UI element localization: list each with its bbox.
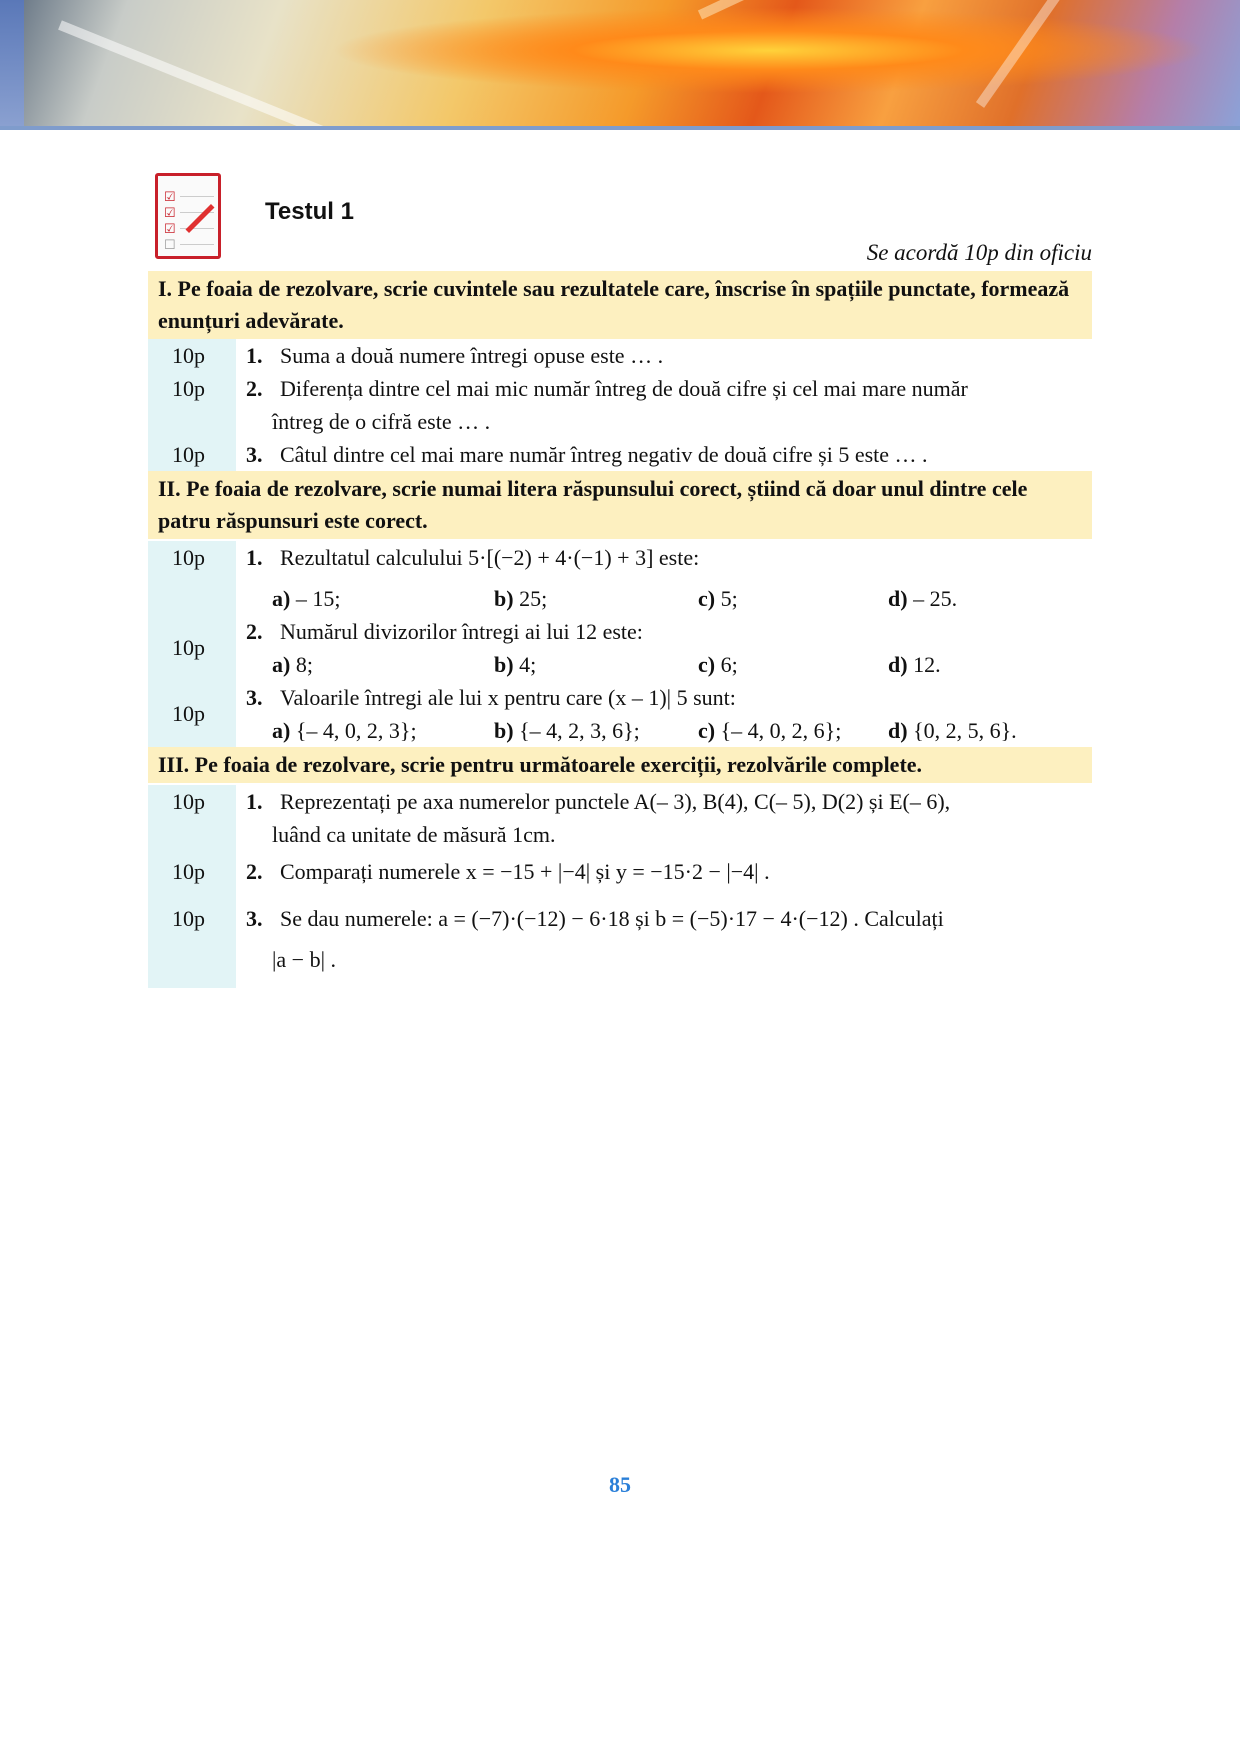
- question-row: [148, 855, 1092, 888]
- answer-option[interactable]: [698, 582, 888, 615]
- answer-option[interactable]: [272, 648, 494, 681]
- question-text: Numărul divizorilor întregi ai lui 12 este:: [280, 619, 643, 644]
- option-value: {0, 2, 5, 6}.: [913, 718, 1017, 743]
- option-value: 4;: [519, 652, 537, 677]
- option-letter: d): [888, 586, 908, 611]
- option-letter: a): [272, 652, 291, 677]
- option-value: 25;: [519, 586, 548, 611]
- question-number: 1.: [246, 789, 263, 814]
- question-row: [148, 681, 1092, 726]
- points: 10p: [172, 442, 205, 467]
- page-number: 85: [609, 1472, 631, 1497]
- option-letter: b): [494, 586, 514, 611]
- points: 10p: [172, 376, 205, 401]
- question-number: 1.: [246, 545, 263, 570]
- option-value: – 25.: [913, 586, 958, 611]
- option-value: – 15;: [295, 586, 341, 611]
- option-letter: a): [272, 718, 291, 743]
- option-letter: d): [888, 652, 908, 677]
- question-text: Comparați numerele x = −15 + |−4| și y = −15·2 − |−4| .: [280, 859, 770, 884]
- banner-left-strip: [0, 0, 24, 126]
- option-value: {– 4, 2, 3, 6};: [519, 718, 640, 743]
- question-text: Reprezentați pe axa numerelor punctele A(– 3), B(4), C(– 5), D(2) și E(– 6),: [280, 789, 951, 814]
- option-value: {– 4, 0, 2, 3};: [295, 718, 417, 743]
- question-row: [148, 372, 1092, 405]
- option-letter: c): [698, 652, 716, 677]
- question-row: [148, 785, 1092, 818]
- answer-option[interactable]: [272, 714, 494, 747]
- question-number: 2.: [246, 619, 263, 644]
- question-row: [148, 902, 1092, 935]
- question-row: [148, 339, 1092, 372]
- answer-option[interactable]: [888, 714, 1048, 747]
- answer-option[interactable]: [494, 582, 698, 615]
- points: 10p: [172, 906, 205, 931]
- answer-option[interactable]: [888, 648, 1048, 681]
- test-content: [148, 271, 1092, 988]
- option-letter: b): [494, 652, 514, 677]
- points: 10p: [172, 343, 205, 368]
- option-letter: c): [698, 586, 716, 611]
- option-value: 6;: [720, 652, 738, 677]
- question-row: [148, 615, 1092, 660]
- option-letter: b): [494, 718, 514, 743]
- points: 10p: [172, 859, 205, 884]
- question-number: 3.: [246, 442, 263, 467]
- question-text: Se dau numerele: a = (−7)·(−12) − 6·18 și b = (−5)·17 − 4·(−12) . Calculați: [280, 906, 944, 931]
- answer-option[interactable]: [698, 714, 888, 747]
- checklist-clipboard-icon: ☑ ☑ ☑ ☐: [155, 173, 221, 259]
- section-iii-header: III. Pe foaia de rezolvare, scrie pentru următoarele exerciții, rezolvările complete.: [148, 747, 1092, 783]
- answer-option[interactable]: [494, 714, 698, 747]
- points: 10p: [172, 635, 205, 660]
- question-text-cont: |a − b| .: [272, 947, 336, 972]
- test-title: Testul 1: [265, 198, 354, 225]
- header-banner-image: [0, 0, 1240, 126]
- question-number: 3.: [246, 906, 263, 931]
- answer-option[interactable]: [494, 648, 698, 681]
- question-text-cont: luând ca unitate de măsură 1cm.: [272, 822, 556, 847]
- section-ii: [148, 541, 1092, 747]
- option-value: {– 4, 0, 2, 6};: [720, 718, 842, 743]
- answer-options: [148, 582, 1092, 615]
- section-ii-header: II. Pe foaia de rezolvare, scrie numai litera răspunsului corect, știind că doar unul dintre cele patru răspunsuri este corect.: [148, 471, 1092, 539]
- section-i: [148, 339, 1092, 471]
- question-number: 1.: [246, 343, 263, 368]
- question-text: Diferența dintre cel mai mic număr întreg de două cifre și cel mai mare număr: [280, 376, 968, 401]
- question-number: 2.: [246, 376, 263, 401]
- bonus-points-note: Se acordă 10p din oficiu: [866, 240, 1092, 265]
- question-text: Rezultatul calculului 5·[(−2) + 4·(−1) + 3] este:: [280, 545, 700, 570]
- question-row: [148, 438, 1092, 471]
- banner-divider: [0, 126, 1240, 130]
- option-letter: d): [888, 718, 908, 743]
- question-text: Suma a două numere întregi opuse este … .: [280, 343, 664, 368]
- points: 10p: [172, 701, 205, 726]
- answer-option[interactable]: [272, 582, 494, 615]
- question-text-cont: întreg de o cifră este … .: [272, 409, 491, 434]
- answer-options: [148, 648, 1092, 681]
- option-letter: c): [698, 718, 716, 743]
- question-text: Câtul dintre cel mai mare număr întreg negativ de două cifre și 5 este … .: [280, 442, 928, 467]
- points: 10p: [172, 789, 205, 814]
- option-letter: a): [272, 586, 291, 611]
- question-number: 2.: [246, 859, 263, 884]
- option-value: 5;: [720, 586, 738, 611]
- answer-option[interactable]: [698, 648, 888, 681]
- points: 10p: [172, 545, 205, 570]
- section-iii: [148, 785, 1092, 988]
- answer-options: [148, 714, 1092, 747]
- question-text: Valoarile întregi ale lui x pentru care (x – 1)| 5 sunt:: [280, 685, 736, 710]
- answer-option[interactable]: [888, 582, 1048, 615]
- question-number: 3.: [246, 685, 263, 710]
- question-row: [148, 541, 1092, 574]
- option-value: 12.: [913, 652, 941, 677]
- section-i-header: I. Pe foaia de rezolvare, scrie cuvintele sau rezultatele care, înscrise în spațiile punctate, formează enunțuri adevărate.: [148, 271, 1092, 339]
- option-value: 8;: [295, 652, 313, 677]
